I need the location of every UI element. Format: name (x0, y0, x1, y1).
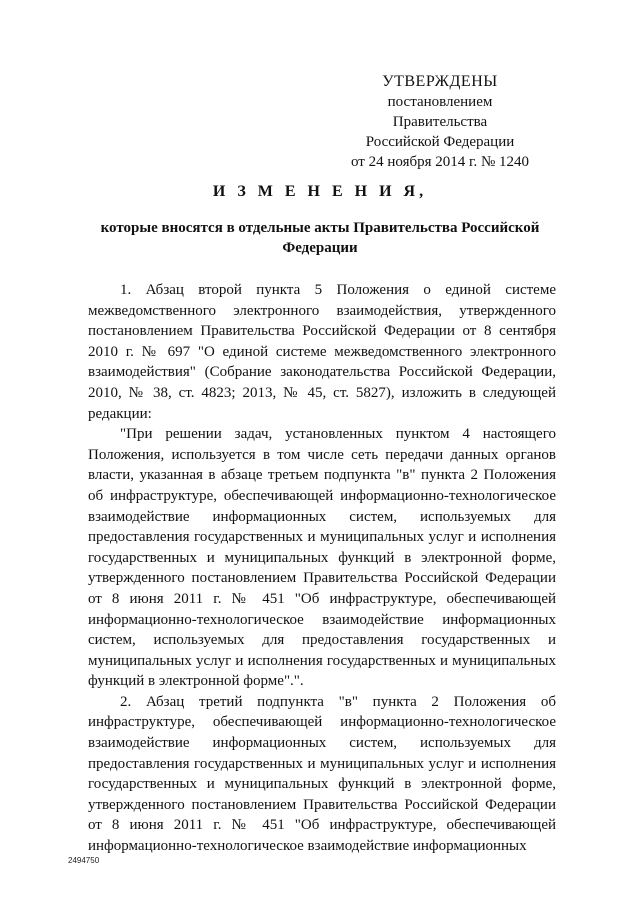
paragraph-1: 1. Абзац второй пункта 5 Положения о единой системе межведомственного электронного взаимодействия, утвержденного постановлением Правительства Российской Федерации от 8 сентября 2010 г. № 697 "О единой системе межведомственного электронного взаимодействия" (Собрание законодательства Российской Федерации, 2010, № 38, ст. 4823; 2013, № 45, ст. 5827), изложить в следующей редакции: (88, 282, 556, 422)
document-title: И З М Е Н Е Н И Я, (212, 183, 428, 200)
footer-document-code: 2494750 (68, 856, 100, 865)
paragraph-2: "При решении задач, установленных пунктом 4 настоящего Положения, используется в том числе сеть передачи данных органов власти, указанная в абзаце третьем подпункта "в" пункта 2 Положения об инфраструктуре, обеспечивающей информационно-технологическое взаимодействие информационных систем, используемых для предоставления государственных и муниципальных услуг и исполнения государственных и муниципальных функций в электронной форме, утвержденного постановлением Правительства Российской Федерации от 8 июня 2011 г. № 451 "Об инфраструктуре, обеспечивающей информационно-технологическое взаимодействие информационных систем, используемых для предоставления государственных и муниципальных услуг и исполнения государственных и муниципальных функций в электронной форме".". (88, 426, 556, 690)
document-body (88, 280, 556, 857)
document-subtitle: которые вносятся в отдельные акты Правительства Российской Федерации (100, 220, 540, 256)
approval-heading: УТВЕРЖДЕНЫ (382, 73, 498, 90)
approval-line-2: Российской Федерации (365, 134, 515, 150)
approval-line-1: постановлением Правительства (387, 94, 493, 130)
approval-stamp (340, 72, 540, 172)
approval-line-3: от 24 ноября 2014 г. № 1240 (350, 154, 530, 170)
paragraph-3: 2. Абзац третий подпункта "в" пункта 2 Положения об инфраструктуре, обеспечивающей информационно-технологическое взаимодействие информационных систем, используемых для предоставления государственных и муниципальных услуг и исполнения государственных и муниципальных функций в электронной форме, утвержденного постановлением Правительства Российской Федерации от 8 июня 2011 г. № 451 "Об инфраструктуре, обеспечивающей информационно-технологическое взаимодействие информационных (88, 693, 556, 855)
